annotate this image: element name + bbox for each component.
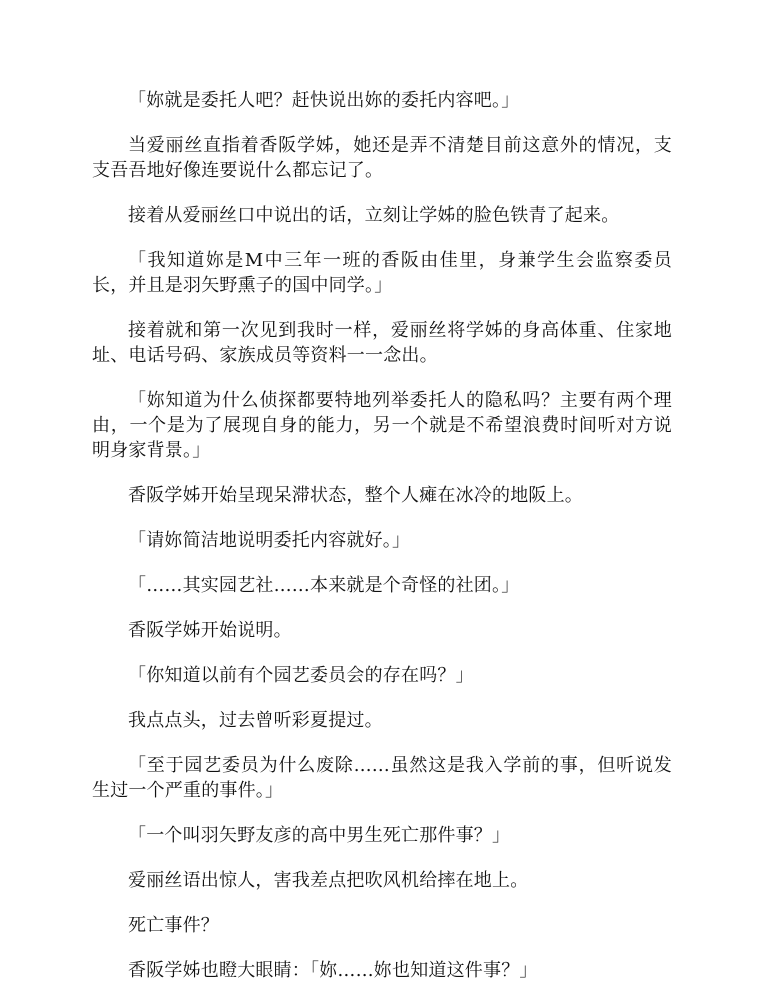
paragraph-8: 「请妳简洁地说明委托内容就好。」 [128,530,411,551]
paragraph-13: 「至于园艺委员为什么废除……虽然这是我入学前的事，但听说发生过一个严重的事件。」 [92,755,672,801]
document-body [92,88,672,1003]
paragraph-17: 香阪学姊也瞪大眼睛：「妳……妳也知道这件事？」 [128,960,538,981]
paragraph-4: 「我知道妳是M中三年一班的香阪由佳里，身兼学生会监察委员长，并且是羽矢野熏子的国中同学。」 [92,250,672,296]
paragraph-12: 我点点头，过去曾听彩夏提过。 [128,710,383,731]
paragraph-14: 「一个叫羽矢野友彦的高中男生死亡那件事？」 [128,825,511,846]
paragraph-1: 「妳就是委托人吧？赶快说出妳的委托内容吧。」 [128,90,520,111]
paragraph-2: 当爱丽丝直指着香阪学姊，她还是弄不清楚目前这意外的情况，支支吾吾地好像连要说什么都忘记了。 [92,135,672,181]
paragraph-9: 「……其实园艺社……本来就是个奇怪的社团。」 [128,575,520,596]
paragraph-3: 接着从爱丽丝口中说出的话，立刻让学姊的脸色铁青了起来。 [128,205,620,226]
paragraph-16: 死亡事件？ [128,915,219,936]
paragraph-11: 「你知道以前有个园艺委员会的存在吗？」 [128,665,474,686]
paragraph-6: 「妳知道为什么侦探都要特地列举委托人的隐私吗？主要有两个理由，一个是为了展现自身的能力，另一个就是不希望浪费时间听对方说明身家背景。」 [92,390,672,461]
paragraph-5: 接着就和第一次见到我时一样，爱丽丝将学姊的身高体重、住家地址、电话号码、家族成员等资料一一念出。 [92,320,672,366]
paragraph-10: 香阪学姊开始说明。 [128,620,292,641]
paragraph-15: 爱丽丝语出惊人，害我差点把吹风机给摔在地上。 [128,870,529,891]
paragraph-7: 香阪学姊开始呈现呆滞状态，整个人瘫在冰冷的地阪上。 [128,485,583,506]
